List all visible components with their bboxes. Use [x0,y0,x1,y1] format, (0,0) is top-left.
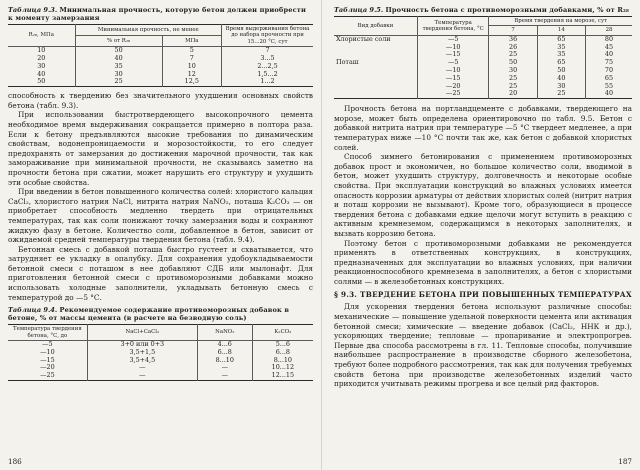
table-cell: —20 [417,83,489,91]
table-cell: 36 [489,35,537,43]
table-cell [334,83,417,91]
table-cell: — [87,372,197,380]
table-cell: 10...12 [252,364,313,372]
table-cell: 65 [537,59,585,67]
paragraph: Поэтому бетон с противоморозными добавками не рекомендуется применять в ответственных конструкциях, в конструкциях, предназначенных для эксплуатации во влажных условиях, при наличии реакционноспособного кремнезема в заполнителях, а бетон с хлористыми солями — в железобетонных конструкциях. [334,238,632,286]
table-cell: 20 [489,90,537,98]
table-cell: 1...2 [222,78,314,86]
table-cell: 8...10 [252,357,313,365]
table-cell: — [197,372,252,380]
table-cell: — [87,364,197,372]
left-body-text [8,91,313,302]
table-cell: —10 [417,44,489,52]
table-9-4-header-temp: Температура твердения бетона, °С, до [8,325,87,341]
table-cell: 7 [162,55,221,63]
table-cell: 30 [75,71,162,79]
table-cell: 65 [537,35,585,43]
table-cell: 8...10 [197,357,252,365]
page-number-left: 186 [8,457,22,466]
table-cell: 50 [489,59,537,67]
table-9-3-header-time: Время выдерживания бетона до набора прочности при 15...20 °С, сут [222,25,314,47]
table-cell: 40 [585,90,632,98]
table-cell: 5 [162,47,221,55]
right-page [322,0,640,470]
table-9-5-title: Прочность бетона с противоморозными добавками, % от R₂₈ [385,6,630,14]
table-cell [334,44,417,52]
table-cell: 65 [585,75,632,83]
table-9-4-title: Рекомендуемое содержание противоморозных добавок в бетоне, % от массы цемента (в расчете на безводную соль) [8,306,290,323]
table-row [334,75,632,83]
table-cell: —5 [8,341,87,349]
table-9-3-caption [8,6,313,22]
table-9-5-header-day: 28 [585,26,632,35]
table-9-3-header-r28: R₂₈, МПа [8,25,75,47]
paragraph: При использовании быстротвердеющего высокопрочного цемента необходимое время выдерживания сокращается примерно в полтора раза. Если к бетону предъявляются высокие требования по динамическим свойствам, водонепроницаемости и морозостойкости, то его следует предохранять от замерзания до достижения марочной прочности, так как замораживание при минимальной прочности, не сказываясь заметно на прочности бетона при сжатии, может нарушить его структуру и ухудшить эти особые свойства. [8,110,313,187]
table-9-5-header-time-group: Время твердения на морозе, сут [489,17,632,26]
table-cell: 10 [162,63,221,71]
table-cell: 12...15 [252,372,313,380]
table-cell: —25 [417,90,489,98]
paragraph: способность к твердению без значительного ухудшения основных свойств бетона (табл. 9.3). [8,91,313,110]
table-row [334,44,632,52]
table-cell: 35 [537,51,585,59]
table-cell: 30 [537,83,585,91]
table-cell: 50 [537,67,585,75]
table-row [8,372,313,380]
table-row [334,59,632,67]
table-9-3-header-mpa: МПа [162,36,221,47]
table-9-4-header-k2co3: K₂CO₃ [252,325,313,341]
table-9-5-header-temp: Температура твердения бетона, °С [417,17,489,36]
table-9-5 [334,16,632,99]
table-cell: —5 [417,59,489,67]
table-cell: —5 [417,35,489,43]
table-cell: 10 [8,47,75,55]
table-row [334,35,632,43]
table-cell: 5...6 [252,341,313,349]
table-cell: 35 [537,44,585,52]
table-cell: 70 [585,67,632,75]
paragraph: Для ускорения твердения бетона используют различные способы: механические — повышение удельной поверхности цемента или активация бетонной смеси; химические — введение добавок (CaCl₂, ННК и др.), ускоряющих твердение; тепловые — пропаривание и электропрогрев. Первые два способа рассмотрены в гл. 11. Тепловые способы, получившие наибольшее распространение в производстве сборного железобетона, требуют более подробного рассмотрения, так как для получения требуемых свойств бетона при производстве железобетонных изделий часто приходится учитывать режимы прогрева и все целый ряд факторов. [334,302,632,389]
table-cell: —10 [417,67,489,75]
table-cell: 50 [75,47,162,55]
table-cell: 35 [75,63,162,71]
table-cell: 4...6 [197,341,252,349]
table-cell: 20 [8,55,75,63]
table-cell [334,90,417,98]
section-body-text [334,302,632,388]
table-cell: 50 [8,78,75,86]
table-cell: 55 [585,83,632,91]
paragraph: Прочность бетона на портландцементе с добавками, твердеющего на морозе, может быть определена ориентировочно по табл. 9.5. Бетон с добавкой нитрита натрия при температуре —5 °С твердеет медленее, а при температурах ниже —10 °С почти так же, как бетон с добавкой хлористых солей. [334,104,632,152]
table-cell [334,75,417,83]
table-row [334,90,632,98]
table-cell: —10 [8,349,87,357]
table-cell: —15 [417,51,489,59]
table-row [334,83,632,91]
table-cell: 6...8 [197,349,252,357]
table-cell: 26 [489,44,537,52]
table-cell: Хлористые соли [334,35,417,43]
table-cell: 30 [8,63,75,71]
table-cell: 3,5+1,5 [87,349,197,357]
table-9-3-title: Минимальная прочность, которую бетон должен приобрести к моменту замерзания [8,6,307,22]
table-cell: 7 [222,47,314,55]
table-9-3-header-pct: % от R₂₈ [75,36,162,47]
table-cell: 25 [75,78,162,86]
table-cell: Поташ [334,59,417,67]
table-cell: 25 [537,90,585,98]
paragraph: Способ зимнего бетонирования с применением противоморозных добавок прост и экономичен, но большое количество соли, вводимой в бетон, может ухудшить структуру, долговечность и некоторые особые свойства. При эксплуатации конструкций во влажных условиях имеется опасность коррозии арматуры от действия хлористых солей (нитрит натрия и поташ коррозии не вызывают). Кроме того, образующиеся в процессе твердения бетона с добавками едкие щелочи могут вступить в реакцию с активным кремнеземом, содержащимся в некоторых заполнителях, и вызвать коррозию бетона. [334,152,632,238]
right-body-text [334,104,632,286]
table-9-5-caption [334,6,632,14]
table-cell: — [197,364,252,372]
paragraph: При введении в бетон повышенного количества солей: хлористого кальция CaCl₂, хлористого натрия NaCl, нитрита натрия NaNO₂, поташа K₂CO₃ — он приобретает способность медленно твердеть при отрицательных температурах, так как соли понижают точку замерзания воды и сохраняют жидкую фазу в бетоне. Количество соли, добавленное в бетон, зависит от ожидаемой средней температуры твердения бетона (табл. 9.4). [8,187,313,245]
paragraph: Бетонная смесь с добавкой поташа быстро густеет и схватывается, что затрудняет ее укладку в опалубку. Для сохранения удобоукладываемости бетонной смеси с поташом в нее добавляют СДБ или мылонафт. Для приготовления бетонной смеси с противоморозными добавками можно использовать холодные заполнители, укладывать бетонную смесь с температурой до —5 °С. [8,244,313,302]
table-cell: 75 [585,59,632,67]
table-9-5-header-day: 7 [489,26,537,35]
table-cell: 3...5 [222,55,314,63]
page-number-right: 187 [618,457,632,466]
table-cell: 3,5+4,5 [87,357,197,365]
table-cell: —20 [8,364,87,372]
table-cell: 1,5...2 [222,71,314,79]
table-9-3-header-min-strength: Минимальная прочность, не менее [75,25,221,36]
table-cell: 3+0 или 0+3 [87,341,197,349]
table-9-3-number: Таблица 9.3. [8,6,58,14]
table-cell: 25 [489,51,537,59]
table-cell: 12,5 [162,78,221,86]
table-9-5-header-day: 14 [537,26,585,35]
table-cell: 12 [162,71,221,79]
table-cell: 30 [489,67,537,75]
table-9-4-header-nano2: NaNO₂ [197,325,252,341]
table-9-3 [8,24,313,87]
table-cell: 40 [585,51,632,59]
table-9-5-header-kind: Вид добавки [334,17,417,36]
table-cell: 40 [8,71,75,79]
table-cell: —15 [8,357,87,365]
table-cell: 2...2,5 [222,63,314,71]
table-9-4 [8,324,313,381]
table-cell [334,67,417,75]
table-cell: 6...8 [252,349,313,357]
section-heading: § 9.3. ТВЕРДЕНИЕ БЕТОНА ПРИ ПОВЫШЕННЫХ ТЕМПЕРАТУРАХ [334,290,632,300]
table-cell: —15 [417,75,489,83]
table-9-4-number: Таблица 9.4. [8,306,58,315]
table-row [334,51,632,59]
table-cell: 25 [489,75,537,83]
table-cell: 25 [489,83,537,91]
table-9-5-number: Таблица 9.5. [334,6,384,14]
table-cell: 40 [537,75,585,83]
table-row [334,67,632,75]
table-cell: 40 [75,55,162,63]
table-row [8,78,313,86]
table-9-4-header-nacl: NaCl+CaCl₂ [87,325,197,341]
table-cell: —25 [8,372,87,380]
table-9-4-caption [8,306,313,322]
table-cell: 80 [585,35,632,43]
table-cell: 45 [585,44,632,52]
